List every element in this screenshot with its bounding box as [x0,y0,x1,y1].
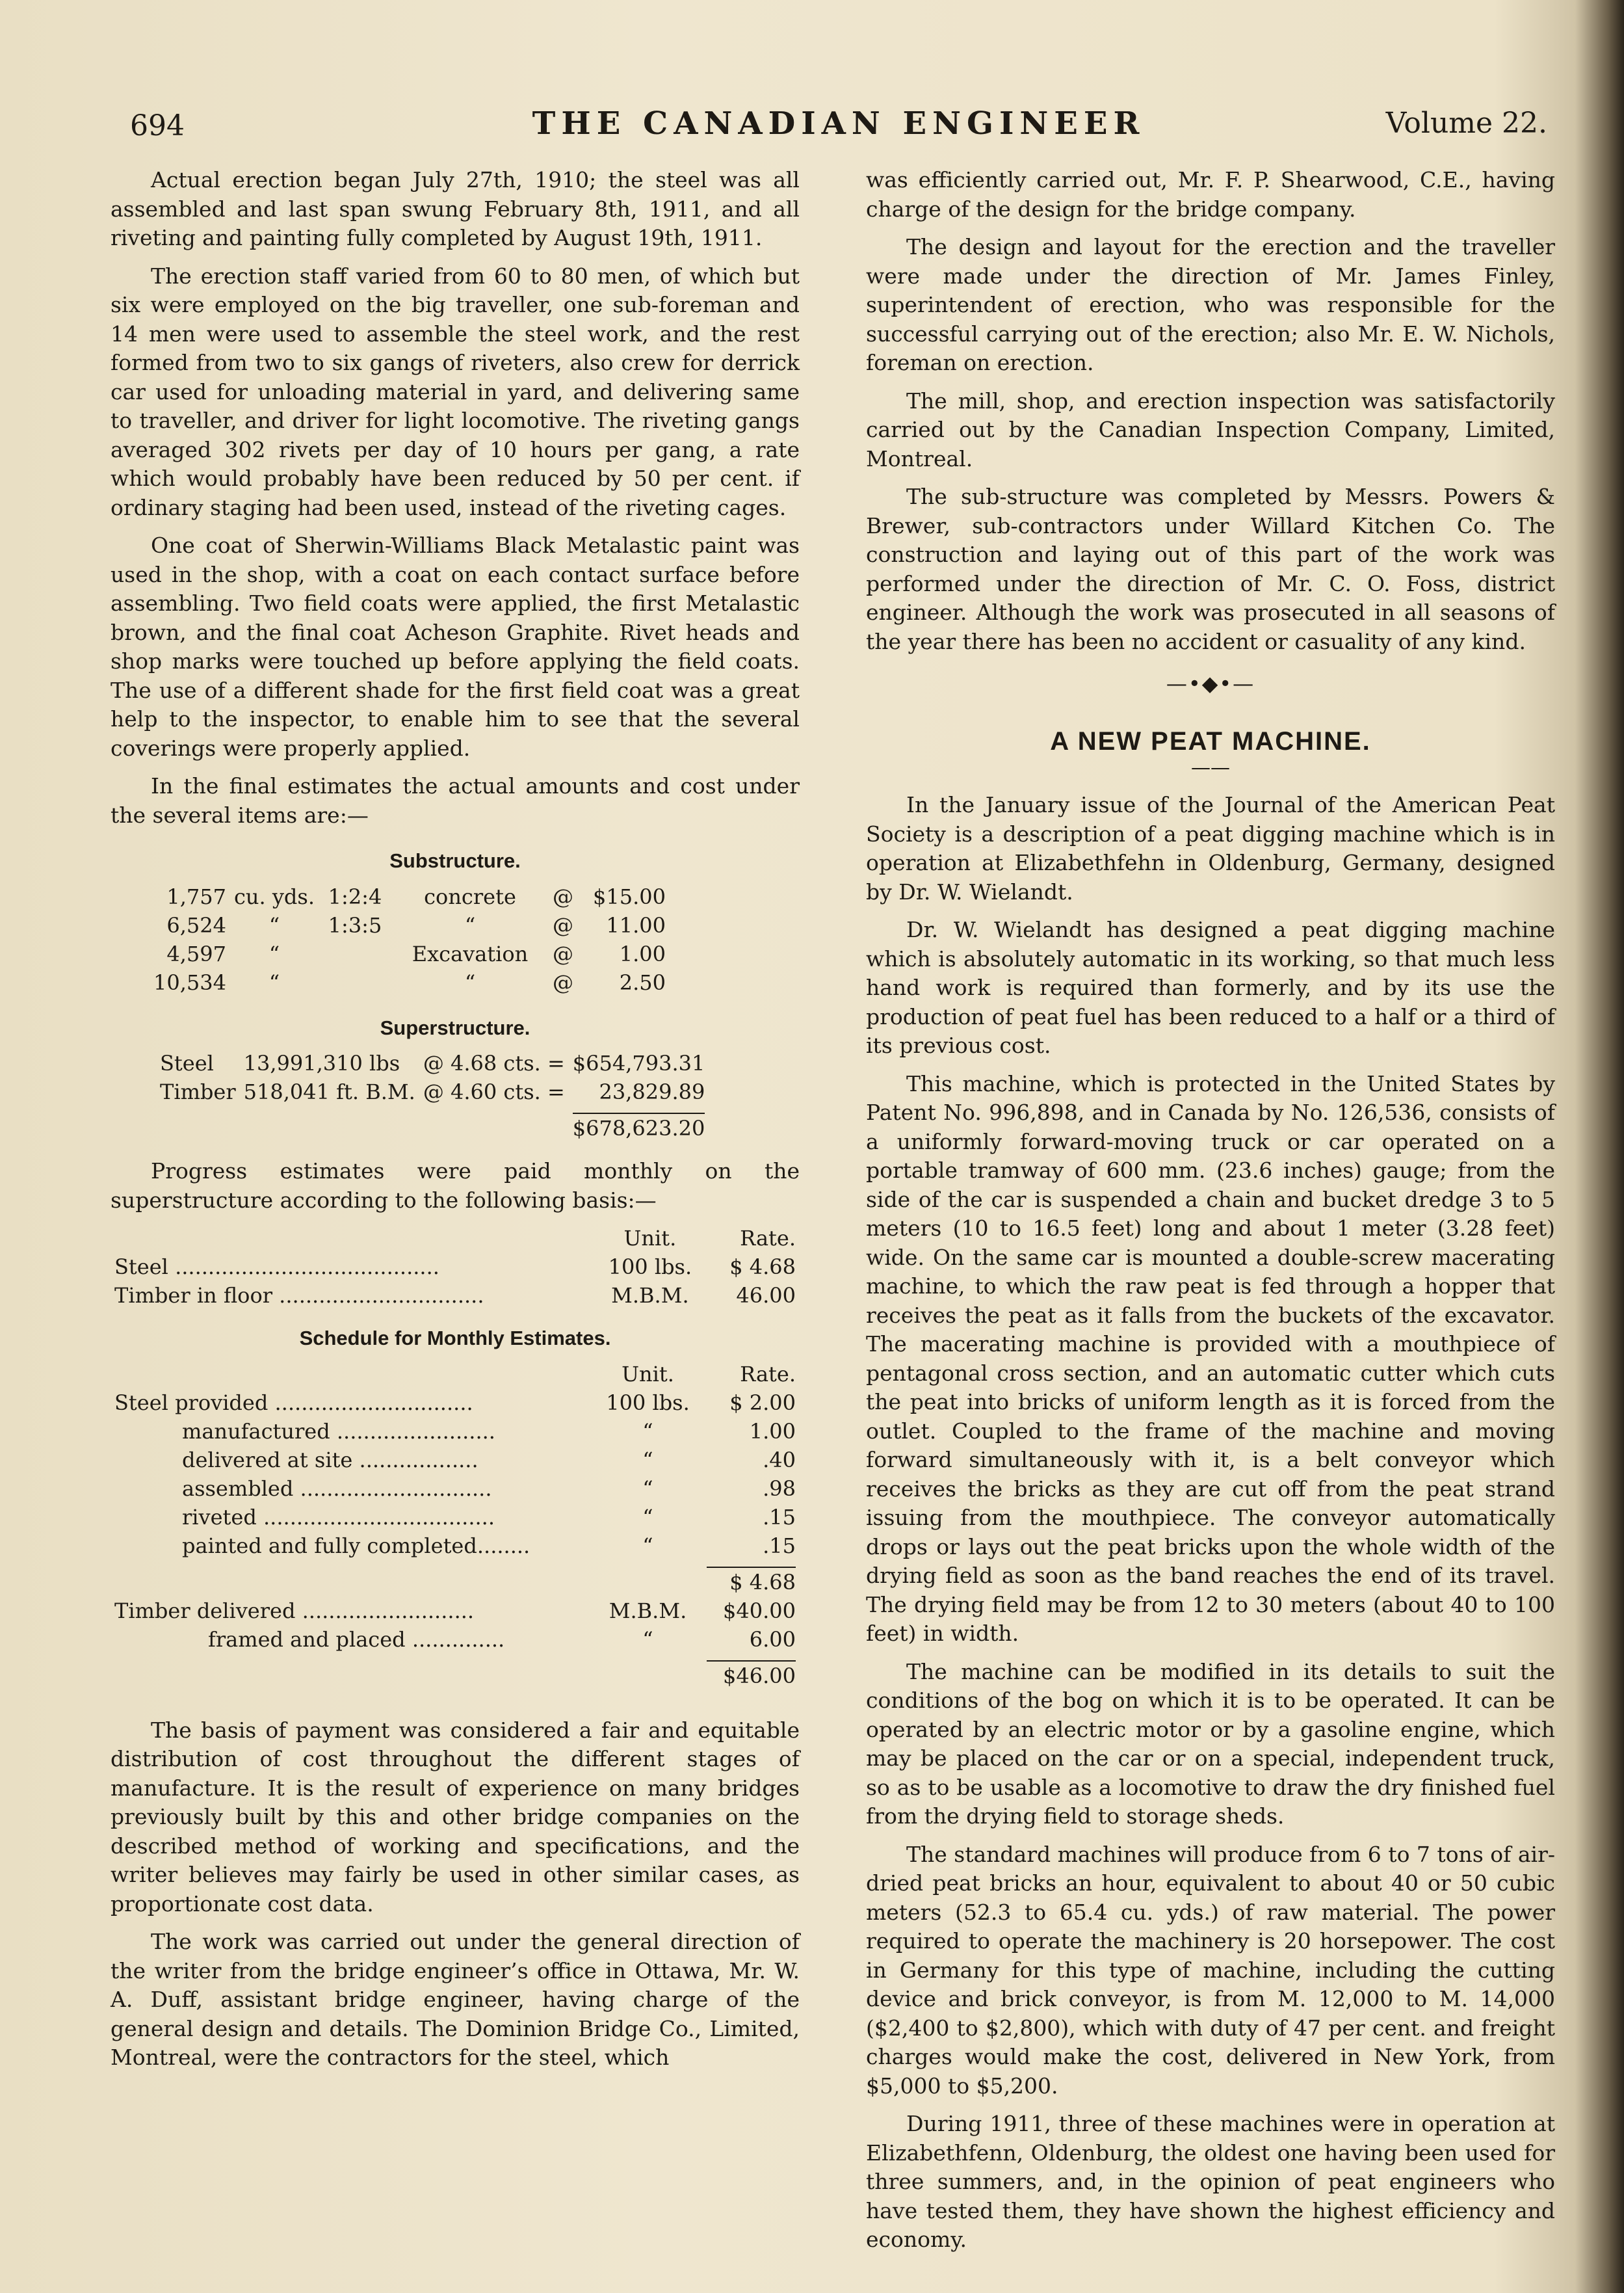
table-row [111,1474,800,1503]
table-row [111,1281,800,1310]
cell-item: Steel [160,1051,214,1076]
column-header-rate: Rate. [740,1226,796,1251]
table-row [150,940,670,968]
cell-mix [319,968,391,997]
substructure-table [150,882,670,997]
cell-qty: 518,041 ft. B.M. [243,1080,415,1104]
paragraph: Progress estimates were paid monthly on the superstructure according to the following basis:— [111,1158,800,1213]
cell-at: @ [553,912,573,938]
schedule-table [111,1360,800,1690]
row-unit: “ [642,1504,653,1530]
table-row [111,1446,800,1474]
row-unit: 100 lbs. [608,1254,692,1279]
cell-qty: 4,597 [166,941,226,966]
cell-mix: 1:2:4 [328,884,382,909]
left-column [111,166,800,2082]
paragraph: The erection staff varied from 60 to 80 men, of which but six were employed on the big traveller, one sub-foreman and 14 men were used to assemble the steel work, and the rest formed from two to six gangs of riveters, also crew for derrick car used for unloading material in yard, and delivering same to traveller, and driver for light locomotive. The riveting gangs averaged 302 rivets per day of 10 hours per gang, a rate which would probably have been reduced by 50 per cent. if ordinary staging had been used, instead of the riveting cages. [111,263,800,520]
cell-price: 11.00 [606,912,666,938]
page-header [130,98,1547,143]
article-headline: A NEW PEAT MACHINE. [1050,726,1371,756]
table-row [150,968,670,997]
cell-price: 1.00 [619,941,666,966]
cell-at: @ [553,941,573,966]
cell-amount: $654,793.31 [572,1051,705,1076]
paragraph: Dr. W. Wielandt has designed a peat digging machine which is absolutely automatic in its working, so that much less hand work is required than formerly, and by its use the production of peat fuel has been reduced to a half or a third of its previous cost. [866,917,1555,1058]
table-row [111,1503,800,1531]
cell-desc: “ [464,970,476,995]
table-row [111,1417,800,1446]
cell-unit: “ [268,970,280,995]
row-unit: “ [642,1476,653,1501]
cell-at: @ [553,884,573,909]
table-row [111,1531,800,1560]
paragraph: During 1911, three of these machines were in operation at Elizabethfenn, Oldenburg, the oldest one having been used for three summers, and, in the opinion of peat engineers who have tested them, they have shown the highest efficiency and economy. [866,2111,1555,2252]
row-unit: M.B.M. [609,1598,687,1623]
cell-desc: “ [464,912,476,938]
row-item: manufactured ........................ [182,1418,495,1444]
cell-qty: 1,757 [166,884,226,909]
table-row [156,1114,709,1143]
superstructure-title: Superstructure. [380,1016,530,1039]
paragraph: This machine, which is protected in the United States by Patent No. 996,898, and in Canada by No. 126,536, consists of a uniformly forward-moving truck or car operated on a portable tramway of 600 mm. (23.6 inches) gauge; from the side of the car is suspended a chain and bucket dredge 3 to 5 meters (10 to 16.5 feet) long and about 1 meter (3.28 feet) wide. On the same car is mounted a double-screw macerating machine, to which the raw peat is fed through a hopper that receives the peat as it falls from the buckets of the excavator. The macerating machine is provided with a mouthpiece of pentagonal cross section, and an automatic cutter which cuts the peat into bricks of uniform length as it is forced from the outlet. Coupled to the frame of the machine and moving forward simultaneously with it, is a belt conveyor which receives the bricks as they are cut off from the peat strand issuing from the mouthpiece. The conveyor automatically drops or lays out the peat bricks upon the whole width of the drying field as soon as the band reaches the end of its travel. The drying field may be from 12 to 30 meters (about 40 to 100 feet) in width. [866,1070,1555,1646]
paragraph: In the final estimates the actual amounts and cost under the several items are:— [111,773,800,828]
paragraph: The sub-structure was completed by Messrs. Powers & Brewer, sub-contractors under Willard Kitchen Co. The construction and laying out of this part of the work was performed under the direction of Mr. C. O. Foss, district engineer. Although the work was prosecuted in all seasons of the year there has been no accident or casuality of any kind. [866,484,1555,654]
cell-unit: “ [268,941,280,966]
timber-total: $46.00 [723,1663,796,1688]
cell-desc: Excavation [412,941,529,966]
table-row [156,1049,709,1078]
cell-qty: 13,991,310 lbs [243,1051,400,1076]
row-rate: $ 2.00 [729,1390,796,1415]
row-item: assembled ............................. [182,1476,492,1501]
row-rate: 1.00 [749,1418,796,1444]
row-item: Timber delivered .......................... [114,1598,475,1623]
table-row [150,911,670,940]
paragraph: One coat of Sherwin-Williams Black Metalastic paint was used in the shop, with a coat on each contact surface before assembling. Two field coats were applied, the first Metalastic brown, and the final coat Acheson Graphite. Rivet heads and shop marks were touched up before applying the field coats. The use of a different shade for the first field coat was a great help to the inspector, to enable him to see that the several coverings were properly applied. [111,533,800,761]
paragraph: The basis of payment was considered a fair and equitable distribution of cost throughout the different stages of manufacture. It is the result of experience on many bridges previously built by this and other bridge companies on the described method of working and specifications, and the writer believes may fairly be used in other similar cases, as proportionate cost data. [111,1717,800,1916]
table-row [111,1625,800,1654]
cell-amount: 23,829.89 [599,1080,705,1104]
column-header-rate: Rate. [740,1361,796,1386]
cell-rate: @ 4.68 cts. = [423,1051,565,1076]
row-unit: “ [642,1626,653,1652]
column-header-unit: Unit. [622,1361,674,1386]
cell-mix: 1:3:5 [328,912,382,938]
table-row [150,882,670,911]
cell-unit: cu. yds. [233,884,315,909]
table-header-row [111,1360,800,1388]
journal-title: THE CANADIAN ENGINEER [532,105,1146,142]
row-item: Timber in floor ............................... [114,1283,484,1308]
substructure-title: Substructure. [389,849,521,872]
row-rate: .98 [763,1476,796,1501]
row-rate: $ 4.68 [729,1254,796,1279]
table-row [111,1568,800,1597]
paragraph: The mill, shop, and erection inspection was satisfactorily carried out by the Canadian Inspection Company, Limited, Montreal. [866,388,1555,471]
cell-desc: concrete [424,884,516,909]
paragraph: The work was carried out under the general direction of the writer from the bridge engineer’s office in Ottawa, Mr. W. A. Duff, assistant bridge engineer, having charge of the general design and details. The Dominion Bridge Co., Limited, Montreal, were the contractors for the steel, which [111,1929,800,2070]
paragraph: was efficiently carried out, Mr. F. P. Shearwood, C.E., having charge of the design for the bridge company. [866,167,1555,222]
row-item: painted and fully completed........ [182,1533,530,1558]
cell-qty: 6,524 [166,912,226,938]
paragraph: Actual erection began July 27th, 1910; the steel was all assembled and last span swung February 8th, 1911, and all riveting and painting fully completed by August 19th, 1911. [111,167,800,250]
row-item: delivered at site .................. [182,1447,478,1472]
row-rate: 6.00 [749,1626,796,1652]
row-item: riveted ................................... [182,1504,495,1530]
cell-qty: 10,534 [153,970,226,995]
row-rate: 46.00 [736,1283,796,1308]
row-rate: .15 [763,1533,796,1558]
table-row [111,1662,800,1690]
row-item: Steel ........................................ [114,1254,439,1279]
row-item: Steel provided .............................. [114,1390,473,1415]
row-unit: “ [642,1533,653,1558]
basis-table [111,1224,800,1310]
page-number: 694 [130,109,185,142]
row-unit: M.B.M. [611,1283,689,1308]
row-rate: .40 [763,1447,796,1472]
table-row [111,1597,800,1625]
paragraph: In the January issue of the Journal of the American Peat Society is a description of a peat digging machine which is in operation at Elizabethfehn in Oldenburg, Germany, designed by Dr. W. Wielandt. [866,792,1555,905]
paragraph: The standard machines will produce from 6 to 7 tons of air-dried peat bricks an hour, equivalent to about 40 or 50 cubic meters (52.3 to 65.4 cu. yds.) of raw material. The power required to operate the machinery is 20 horsepower. The cost in Germany for this type of machine, including the cutting device and brick conveyor, is from M. 12,000 to M. 14,000 ($2,400 to $2,800), which with duty of 47 per cent. and freight charges would make the cost, delivered in New York, from $5,000 to $5,200. [866,1841,1555,2099]
cell-rate: @ 4.60 cts. = [423,1080,565,1104]
cell-unit: “ [268,912,280,938]
row-unit: “ [642,1447,653,1472]
column-header-unit: Unit. [623,1226,677,1251]
cell-mix [319,940,391,968]
row-rate: .15 [763,1504,796,1530]
cell-at: @ [553,970,573,995]
cell-price: $15.00 [593,884,666,909]
cell-item: Timber [160,1080,236,1104]
right-column [866,166,1555,2264]
paragraph: The design and layout for the erection and the traveller were made under the direction of Mr. James Finley, superintendent of erection, who was responsible for the successful carrying out of the erection; also Mr. E. W. Nichols, foreman on erection. [866,234,1555,375]
steel-total: $ 4.68 [729,1569,796,1595]
section-divider: —•◆•— [1166,671,1255,696]
row-item: framed and placed .............. [208,1626,505,1652]
schedule-title: Schedule for Monthly Estimates. [299,1327,611,1349]
table-header-row [111,1224,800,1253]
superstructure-total: $678,623.20 [572,1116,705,1141]
row-unit: 100 lbs. [606,1390,690,1415]
table-row [111,1253,800,1281]
paragraph: The machine can be modified in its details to suit the conditions of the bog on which it is to be operated. It can be operated by an electric motor or by a gasoline engine, which may be placed on the car or on a special, independent truck, so as to be usable as a locomotive to draw the dry finished fuel from the drying field to storage sheds. [866,1658,1555,1829]
table-row [111,1388,800,1417]
headline-rule: —— [1191,756,1230,779]
volume-label: Volume 22. [1385,107,1547,140]
cell-price: 2.50 [619,970,666,995]
superstructure-table [156,1049,709,1143]
row-unit: “ [642,1418,653,1444]
row-rate: $40.00 [723,1598,796,1623]
table-row [156,1078,709,1106]
